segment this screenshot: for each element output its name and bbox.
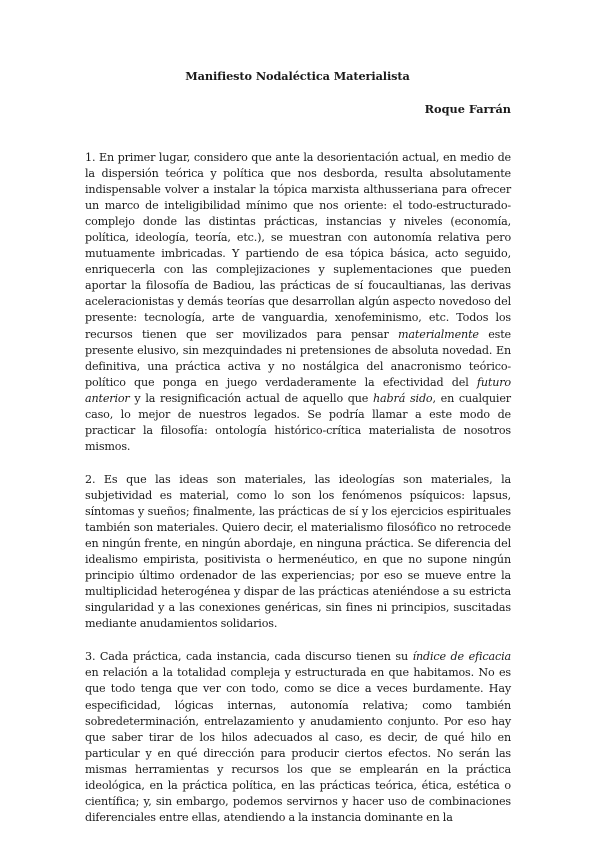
paragraph-text: y la resignificación actual de aquello que (129, 391, 374, 405)
paragraph-emphasis: habrá sido (373, 391, 433, 405)
document-title: Manifiesto Nodaléctica Materialista (185, 69, 410, 83)
document-author: Roque Farrán (424, 102, 511, 116)
paragraph-1 (85, 150, 511, 455)
paragraph-text: 1. En primer lugar, considero que ante la desorientación actual, en medio de la dispersión teórica y política que nos desborda, resulta absolutamente indispensable volver a instalar la tópica marxista althusseriana para ofrecer un marco de inteligibilidad mínimo que nos oriente: el todo-estructurado-complejo donde las distintas prácticas, instancias y niveles (economía, política, ideología, teoría, etc.), se muestran con autonomía relativa pero mutuamente imbricadas. Y partiendo de esa tópica básica, acto seguido, enriquecerla con las complejizaciones y suplementaciones que pueden aportar la filosofía de Badiou, las prácticas de sí foucaultianas, las derivas aceleracionistas y demás teorías que desarrollan algún aspecto novedoso del presente: tecnología, arte de vanguardia, xenofeminismo, etc. Todos los recursos tienen que ser movilizados para pensar (85, 151, 511, 341)
paragraph-text: 2. Es que las ideas son materiales, las ideologías son materiales, la subjetividad es material, como lo son los fenómenos psíquicos: lapsus, síntomas y sueños; finalmente, las prácticas de sí y los ejercicios espirituales también son materiales. Quiero decir, el materialismo filosófico no retrocede en ningún frente, en ningún abordaje, en ninguna práctica. Se diferencia del idealismo empirista, positivista o hermenéutico, en que no supone ningún principio último ordenador de las experiencias; por eso se mueve entre la multiplicidad heterogénea y dispar de las prácticas ateniéndose a su estricta singularidad y a las conexiones genéricas, sin fines ni principios, suscitadas mediante anudamientos solidarios. (85, 472, 511, 631)
paragraph-3 (85, 649, 511, 826)
paragraph-text: , en cualquier caso, lo mejor de nuestros legados. Se podría llamar a este modo de practicar la filosofía: ontología histórico-crítica materialista de nosotros mismos. (85, 391, 511, 453)
paragraph-emphasis: índice de eficacia (412, 650, 511, 664)
paragraph-text: 3. Cada práctica, cada instancia, cada discurso tienen su (85, 650, 413, 664)
paragraph-text: en relación a la totalidad compleja y estructurada en que habitamos. No es que todo tenga que ver con todo, como se dice a veces burdamente. Hay especificidad, lógicas internas, autonomía relativa; como también sobredeterminación, entrelazamiento y anudamiento conjunto. Por eso hay que saber tirar de los hilos adecuados al caso, es decir, de qué hilo en particular y en qué dirección para producir ciertos efectos. No serán las mismas herramientas y recursos los que se emplearán en la práctica ideológica, en la práctica política, en las prácticas teórica, ética, estética o científica; y, sin embargo, podemos servirnos y hacer uso de combinaciones diferenciales entre ellas, atendiendo a la instancia dominante en la (85, 666, 511, 824)
paragraph-2 (85, 472, 511, 632)
document-body (85, 150, 511, 843)
paragraph-emphasis: materialmente (398, 327, 479, 341)
paragraph-text: este presente elusivo, sin mezquindades ni pretensiones de absoluta novedad. En definitiva, una práctica activa y no nostálgica del anacronismo teórico-político que ponga en juego verdaderamente la efectividad del (85, 327, 511, 389)
paragraph-emphasis: futuro anterior (85, 375, 511, 405)
